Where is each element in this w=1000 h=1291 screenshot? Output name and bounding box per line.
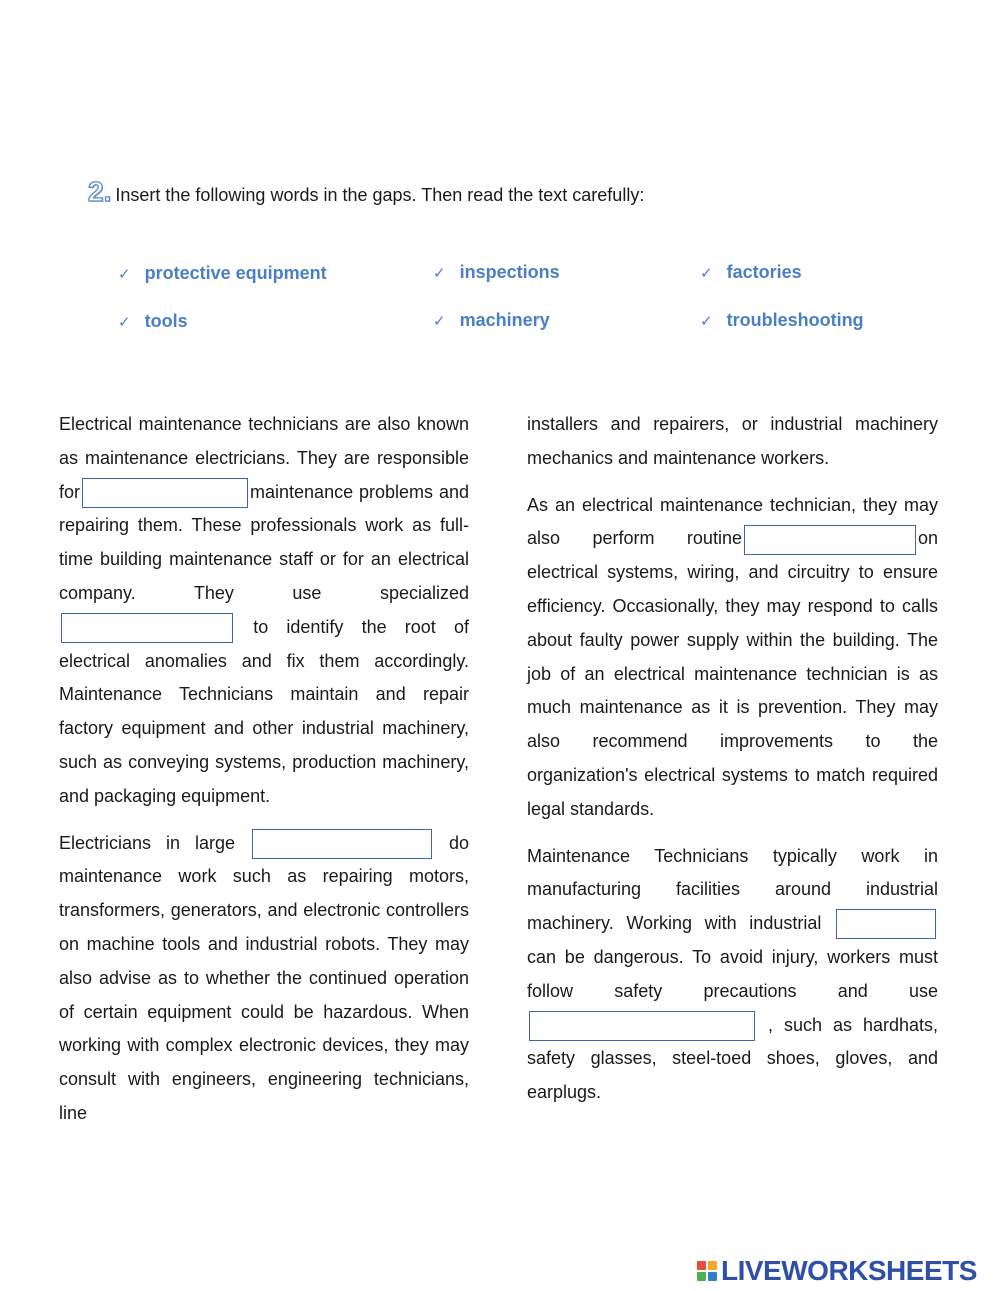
gap-input-1[interactable] (82, 478, 248, 508)
logo-square (697, 1261, 706, 1270)
gap-input-4[interactable] (744, 525, 916, 555)
paragraph: As an electrical maintenance technician, they may also perform routine on electrical systems, wiring, and circuitry to ensure efficiency. Occasionally, they may respond to calls about faulty power supply within the building. The job of an electrical maintenance technician is as much maintenance as it is prevention. They may also recommend improvements to the organization's electrical systems to match required legal standards. (527, 494, 938, 819)
logo-square (708, 1261, 717, 1270)
gap-input-6[interactable] (529, 1011, 755, 1041)
logo-square (697, 1272, 706, 1281)
paragraph: Maintenance Technicians typically work in manufacturing facilities around industrial machinery. Working with industrial can be dangerous. To avoid injury, workers must follow safety precautions and use , such as hardhats, safety glasses, steel-toed shoes, gloves, and earplugs. (527, 845, 938, 1103)
paragraph: Electrical maintenance technicians are also known as maintenance electricians. They are responsible for maintenance problems and repairing them. These professionals work as full-time building maintenance staff or for an electrical company. They use specialized to identify the root of electrical anomalies and fix them accordingly. Maintenance Technicians maintain and repair factory equipment and other industrial machinery, such as conveying systems, production machinery, and packaging equipment. (59, 414, 469, 806)
word-bank-item: ✓ troubleshooting (700, 310, 864, 330)
liveworksheets-logo (697, 1255, 977, 1287)
check-icon: ✓ (700, 264, 713, 282)
paragraph: Electricians in large do maintenance work such as repairing motors, transformers, generators, and electronic controllers on machine tools and industrial robots. They may also advise as to whether the continued operation of certain equipment could be hazardous. When working with complex electronic devices, they may consult with engineers, engineering technicians, line (59, 827, 469, 1131)
text-column-left (59, 408, 469, 1131)
exercise-instruction (88, 176, 644, 208)
gap-input-3[interactable] (252, 829, 432, 859)
exercise-number: 2. (88, 176, 112, 207)
word-bank-item: ✓ factories (700, 262, 802, 282)
word-bank-item: ✓ machinery (433, 310, 550, 330)
paragraph: installers and repairers, or industrial machinery mechanics and maintenance workers. (527, 414, 938, 468)
text-column-right (527, 408, 938, 1110)
word-bank-item: ✓ tools (118, 311, 188, 331)
logo-text: LIVEWORKSHEETS (721, 1255, 977, 1286)
instruction-text: Insert the following words in the gaps. Then read the text carefully: (115, 185, 645, 205)
check-icon: ✓ (118, 265, 131, 283)
word-bank-item: ✓ inspections (433, 262, 560, 282)
check-icon: ✓ (433, 264, 446, 282)
check-icon: ✓ (700, 312, 713, 330)
word-bank-item: ✓ protective equipment (118, 263, 327, 283)
check-icon: ✓ (118, 313, 131, 331)
check-icon: ✓ (433, 312, 446, 330)
gap-input-2[interactable] (61, 613, 233, 643)
logo-mark-icon (697, 1261, 717, 1281)
logo-square (708, 1272, 717, 1281)
gap-input-5[interactable] (836, 909, 936, 939)
